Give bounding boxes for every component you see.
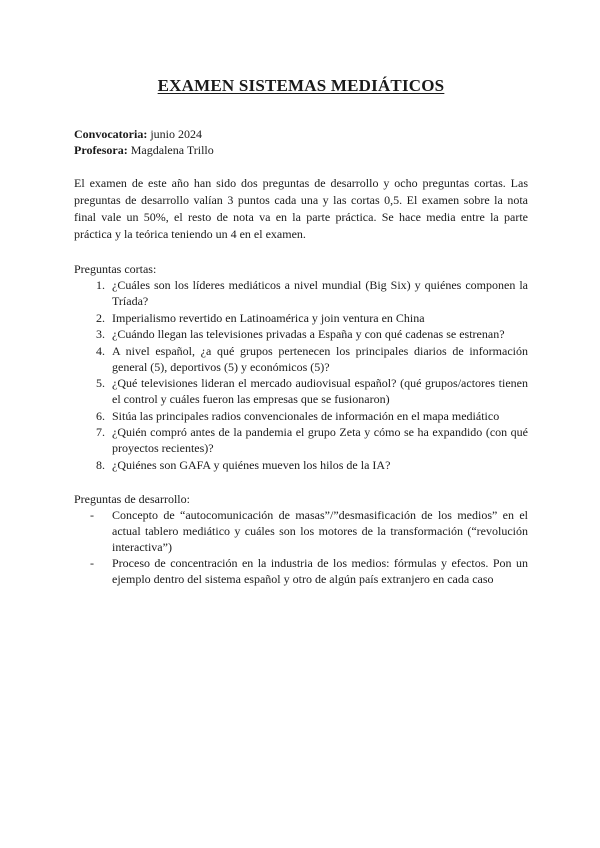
list-item: 8. ¿Quiénes son GAFA y quiénes mueven los hilos de la IA? (108, 457, 528, 473)
short-questions-title: Preguntas cortas: (74, 262, 157, 276)
profesora-label: Profesora: (74, 143, 128, 157)
convocatoria-line (74, 126, 528, 142)
document-title: EXAMEN SISTEMAS MEDIÁTICOS (157, 76, 445, 95)
long-questions-title: Preguntas de desarrollo: (74, 491, 190, 506)
long-questions-list (74, 507, 528, 588)
list-item: 7. ¿Quién compró antes de la pandemia el grupo Zeta y cómo se ha expandido (con qué proyectos recientes)? (108, 424, 528, 456)
list-item: 2. Imperialismo revertido en Latinoamérica y join ventura en China (108, 310, 528, 326)
intro-paragraph: El examen de este año han sido dos preguntas de desarrollo y ocho preguntas cortas. Las preguntas de desarrollo valían 3 puntos cada una y las cortas 0,5. El examen sobre la nota final vale un 50%, el resto de nota va en la parte práctica. Se hace media entre la parte práctica y la teórica teniendo un 4 en el examen. (74, 176, 528, 241)
list-item-text: Proceso de concentración en la industria de los medios: fórmulas y efectos. Pon un ejemplo dentro del sistema español y otro de algún país extranjero en cada caso (112, 556, 528, 586)
list-item (90, 507, 528, 555)
short-questions-list (74, 277, 528, 473)
list-dash: - (90, 507, 94, 522)
profesora-line (74, 142, 528, 158)
document-page (74, 70, 528, 588)
list-item: 5. ¿Qué televisiones lideran el mercado audiovisual español? (qué grupos/actores tienen el control y cuáles fueron las empresas que se fusionaron) (108, 375, 528, 407)
list-item-text: Concepto de “autocomunicación de masas”/”desmasificación de los medios” en el actual tablero mediático y cuáles son los motores de la transformación (“revolución interactiva”) (112, 507, 528, 554)
profesora-value: Magdalena Trillo (130, 143, 214, 157)
list-item: 1. ¿Cuáles son los líderes mediáticos a nivel mundial (Big Six) y quiénes componen la Tríada? (108, 277, 528, 309)
convocatoria-value: junio 2024 (150, 127, 202, 141)
list-item: 6. Sitúa las principales radios convencionales de información en el mapa mediático (108, 408, 528, 424)
list-item: 4. A nivel español, ¿a qué grupos pertenecen los principales diarios de información general (5), deportivos (5) y económicos (5)? (108, 343, 528, 375)
list-item (90, 555, 528, 587)
list-dash: - (90, 556, 94, 570)
convocatoria-label: Convocatoria: (74, 127, 148, 141)
exam-meta (74, 126, 528, 158)
list-item: 3. ¿Cuándo llegan las televisiones privadas a España y con qué cadenas se estrenan? (108, 326, 528, 342)
